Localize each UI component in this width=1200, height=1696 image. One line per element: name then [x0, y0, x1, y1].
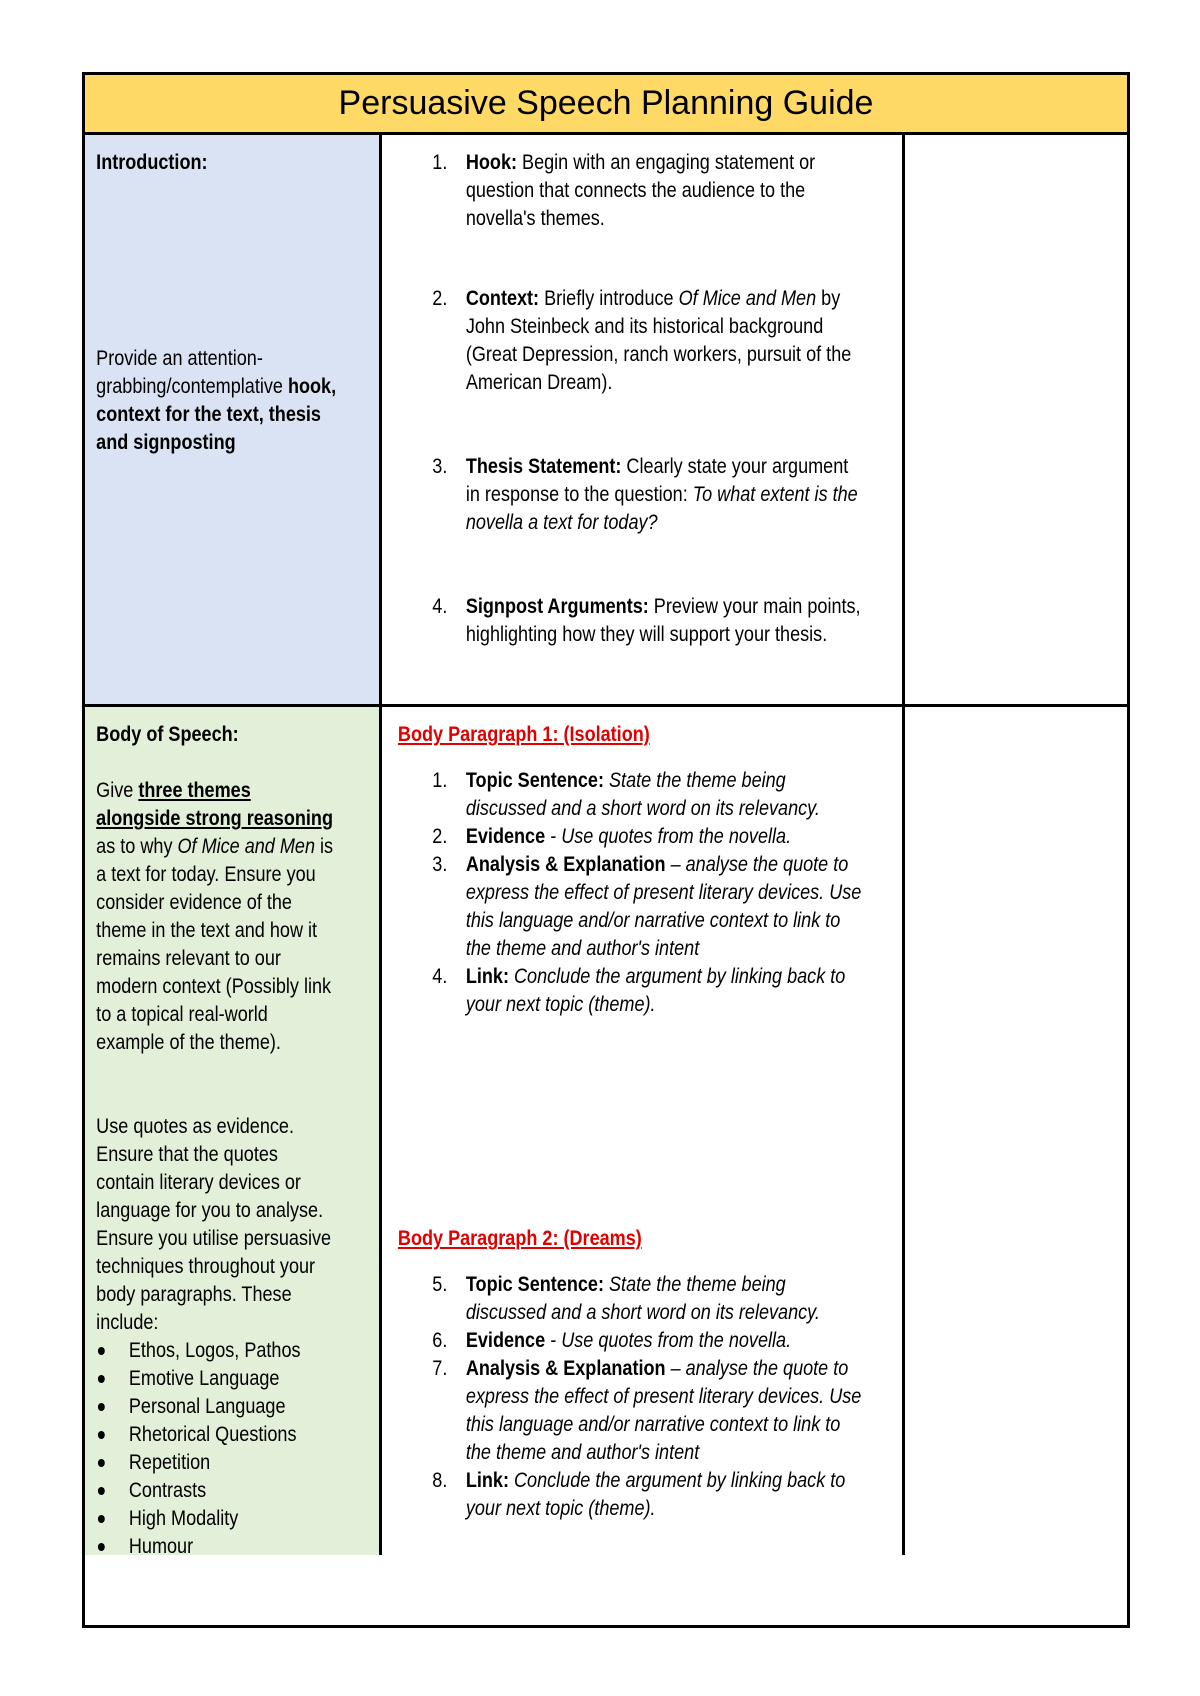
body-paragraph-1-heading: Body Paragraph 1: (Isolation)	[397, 723, 650, 746]
list-item: 6. Evidence - Use quotes from the novella.	[432, 1329, 792, 1352]
list-item-hook: 1. Hook: Begin with an engaging statement or question that connects the audience to the novella's themes.	[432, 151, 816, 230]
introduction-instructions-cell	[85, 135, 382, 704]
body-steps-cell	[385, 707, 905, 1555]
body-paragraph-2-heading: Body Paragraph 2: (Dreams)	[397, 1227, 642, 1250]
list-item: 8. Link: Conclude the argument by linking back to your next topic (theme).	[432, 1469, 846, 1520]
body-notes-cell	[908, 707, 1127, 1555]
introduction-steps-cell	[385, 135, 905, 704]
list-item: High Modality	[96, 1505, 369, 1533]
planning-guide-table	[82, 72, 1130, 1628]
list-item-context: 2. Context: Briefly introduce Of Mice and Men by John Steinbeck and its historical background (Great Depression, ranch workers, pursuit of the American Dream).	[432, 287, 852, 394]
list-item: Personal Language	[96, 1393, 369, 1421]
list-item: Contrasts	[96, 1477, 369, 1505]
body-instructions-cell	[85, 707, 382, 1558]
list-item: 1. Topic Sentence: State the theme being discussed and a short word on its relevancy.	[432, 769, 820, 820]
body-description: Give three themes alongside strong reasoning as to why Of Mice and Men is a text for today. Ensure you consider evidence of the theme in the text and how it remains relevant to our modern context (Possibly link to a topical real-world example of the theme).	[96, 779, 334, 1054]
introduction-description: Provide an attention-grabbing/contemplative hook, context for the text, thesis and signposting	[96, 347, 337, 454]
list-item: 5. Topic Sentence: State the theme being discussed and a short word on its relevancy.	[432, 1273, 820, 1324]
list-item-signpost: 4. Signpost Arguments: Preview your main points, highlighting how they will support your thesis.	[432, 595, 861, 646]
list-item: 3. Analysis & Explanation – analyse the quote to express the effect of present literary devices. Use this language and/or narrative context to link to the theme and author's intent	[432, 853, 862, 960]
list-item: Rhetorical Questions	[96, 1421, 369, 1449]
guide-title: Persuasive Speech Planning Guide	[85, 75, 1127, 135]
introduction-label: Introduction:	[96, 151, 208, 174]
list-item: 7. Analysis & Explanation – analyse the quote to express the effect of present literary devices. Use this language and/or narrative context to link to the theme and author's intent	[432, 1357, 862, 1464]
body-row	[85, 707, 1127, 1558]
quotes-guidance: Use quotes as evidence. Ensure that the quotes contain literary devices or language for you to analyse. Ensure you utilise persuasive techniques throughout your body paragraphs. These include:	[96, 1115, 332, 1334]
techniques-list	[96, 1337, 369, 1561]
list-item: Humour	[96, 1533, 369, 1561]
list-item: 4. Link: Conclude the argument by linking back to your next topic (theme).	[432, 965, 846, 1016]
list-item: Ethos, Logos, Pathos	[96, 1337, 369, 1365]
list-item: Emotive Language	[96, 1365, 369, 1393]
introduction-notes-cell	[908, 135, 1127, 704]
introduction-row	[85, 135, 1127, 707]
list-item: Repetition	[96, 1449, 369, 1477]
list-item-thesis: 3. Thesis Statement: Clearly state your argument in response to the question: To what extent is the novella a text for today?	[432, 455, 858, 534]
list-item: 2. Evidence - Use quotes from the novella.	[432, 825, 792, 848]
body-label: Body of Speech:	[96, 723, 239, 746]
